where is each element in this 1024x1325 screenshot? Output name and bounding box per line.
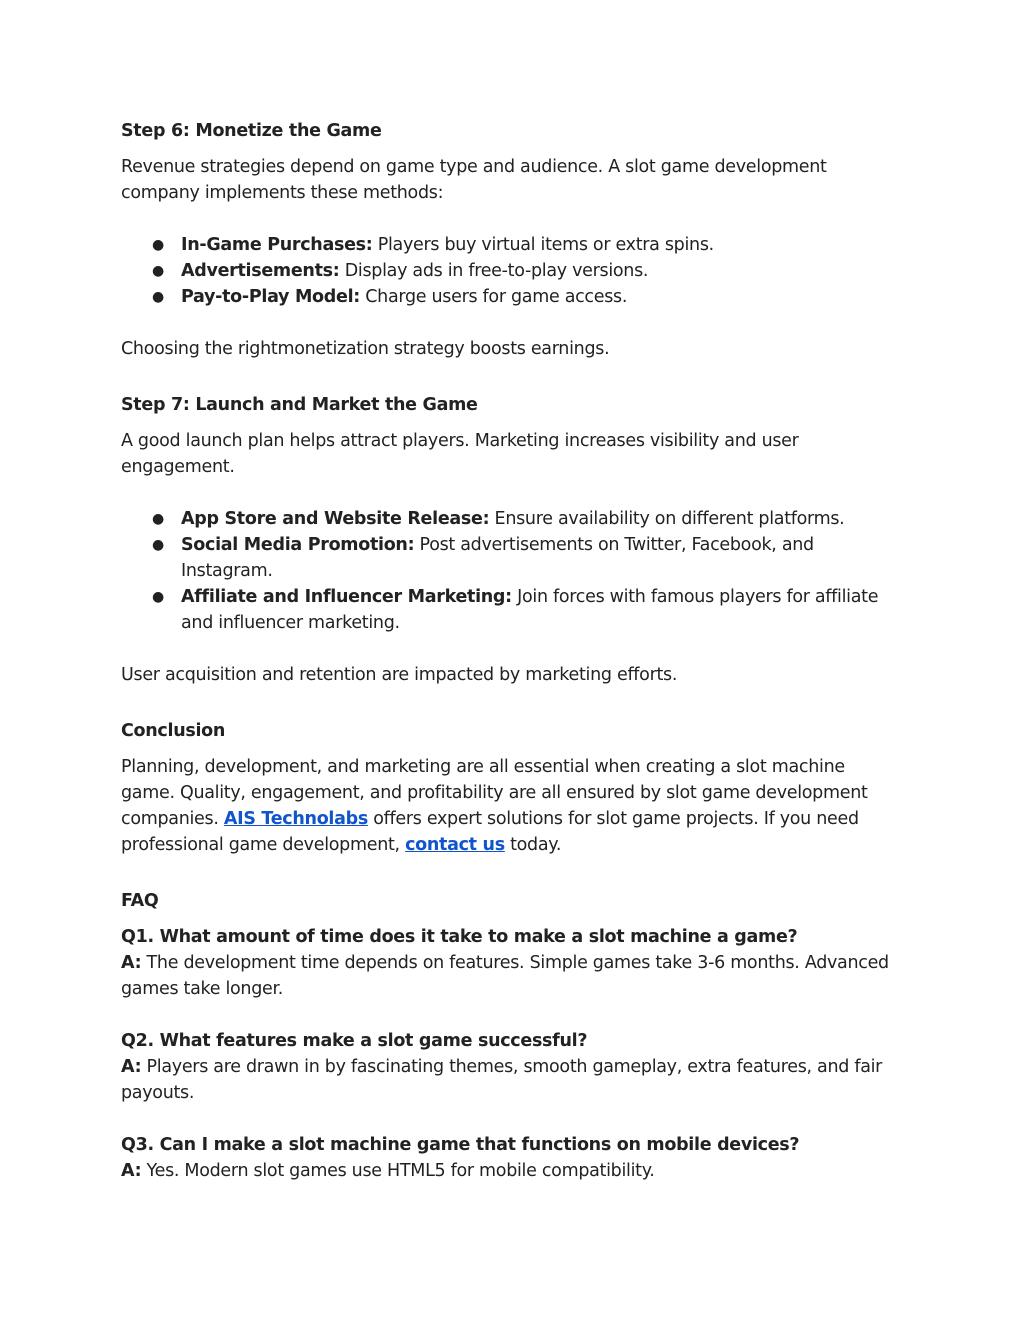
faq-question: Q3. Can I make a slot machine game that functions on mobile devices? [121, 1135, 800, 1155]
answer-label: A: [121, 953, 142, 973]
bullet-term: App Store and Website Release: [181, 509, 490, 529]
answer-text: Yes. Modern slot games use HTML5 for mobile compatibility. [141, 1161, 655, 1181]
answer-text: Players are drawn in by fascinating themes, smooth gameplay, extra features, and fair payouts. [121, 1057, 883, 1103]
spacer [121, 480, 901, 506]
spacer [121, 858, 901, 888]
faq-question: Q1. What amount of time does it take to make a slot machine a game? [121, 927, 798, 947]
step6-closing: Choosing the rightmonetization strategy boosts earnings. [121, 339, 610, 359]
spacer [121, 688, 901, 718]
list-item [121, 258, 901, 284]
bullet-term: Advertisements: [181, 261, 340, 281]
list-item [121, 284, 901, 310]
step7-bullet-list [121, 506, 901, 636]
bullet-icon: ● [152, 289, 164, 305]
spacer [121, 636, 901, 662]
faq-answer [121, 1158, 901, 1184]
document-page [121, 118, 901, 1184]
conclusion-text: today. [504, 835, 562, 855]
bullet-text: Charge users for game access. [359, 287, 628, 307]
conclusion-text: Planning, development, and marketing are all essential when creating a slot machine game. Quality, engagement, and profitability are all ensured by slot game development companies. [121, 757, 868, 829]
step7-heading: Step 7: Launch and Market the Game [121, 395, 478, 415]
list-item [121, 506, 901, 532]
answer-label: A: [121, 1161, 142, 1181]
bullet-term: Social Media Promotion: [181, 535, 415, 555]
faq-answer [121, 950, 901, 1002]
ais-technolabs-link[interactable]: AIS Technolabs [223, 809, 368, 829]
bullet-icon: ● [152, 589, 164, 605]
spacer [121, 310, 901, 336]
bullet-term: Affiliate and Influencer Marketing: [181, 587, 512, 607]
bullet-text: Ensure availability on different platforms. [489, 509, 845, 529]
bullet-icon: ● [152, 263, 164, 279]
list-item [121, 532, 901, 584]
bullet-term: In-Game Purchases: [181, 235, 373, 255]
bullet-text: Display ads in free-to-play versions. [339, 261, 649, 281]
list-item [121, 584, 901, 636]
bullet-icon: ● [152, 537, 164, 553]
conclusion-paragraph [121, 754, 901, 858]
step7-intro: A good launch plan helps attract players. Marketing increases visibility and user engagement. [121, 431, 799, 477]
faq-answer [121, 1054, 901, 1106]
list-item [121, 232, 901, 258]
faq-question: Q2. What features make a slot game successful? [121, 1031, 588, 1051]
step6-heading: Step 6: Monetize the Game [121, 121, 382, 141]
spacer [121, 1106, 901, 1132]
step6-intro: Revenue strategies depend on game type and audience. A slot game development company implements these methods: [121, 157, 827, 203]
faq-item [121, 1132, 901, 1184]
spacer [121, 362, 901, 392]
faq-item [121, 1028, 901, 1106]
bullet-icon: ● [152, 511, 164, 527]
conclusion-heading: Conclusion [121, 721, 226, 741]
bullet-term: Pay-to-Play Model: [181, 287, 360, 307]
spacer [121, 206, 901, 232]
contact-us-link[interactable]: contact us [405, 835, 505, 855]
bullet-icon: ● [152, 237, 164, 253]
step7-closing: User acquisition and retention are impacted by marketing efforts. [121, 665, 678, 685]
faq-item [121, 924, 901, 1002]
conclusion-text: offers expert solutions for slot game projects. If you need professional game development, [121, 809, 859, 855]
faq-heading: FAQ [121, 891, 159, 911]
spacer [121, 1002, 901, 1028]
answer-text: The development time depends on features. Simple games take 3-6 months. Advanced games take longer. [121, 953, 889, 999]
step6-bullet-list [121, 232, 901, 310]
bullet-text: Post advertisements on Twitter, Facebook, and Instagram. [181, 535, 814, 581]
answer-label: A: [121, 1057, 142, 1077]
bullet-text: Join forces with famous players for affiliate and influencer marketing. [181, 587, 879, 633]
bullet-text: Players buy virtual items or extra spins. [372, 235, 714, 255]
